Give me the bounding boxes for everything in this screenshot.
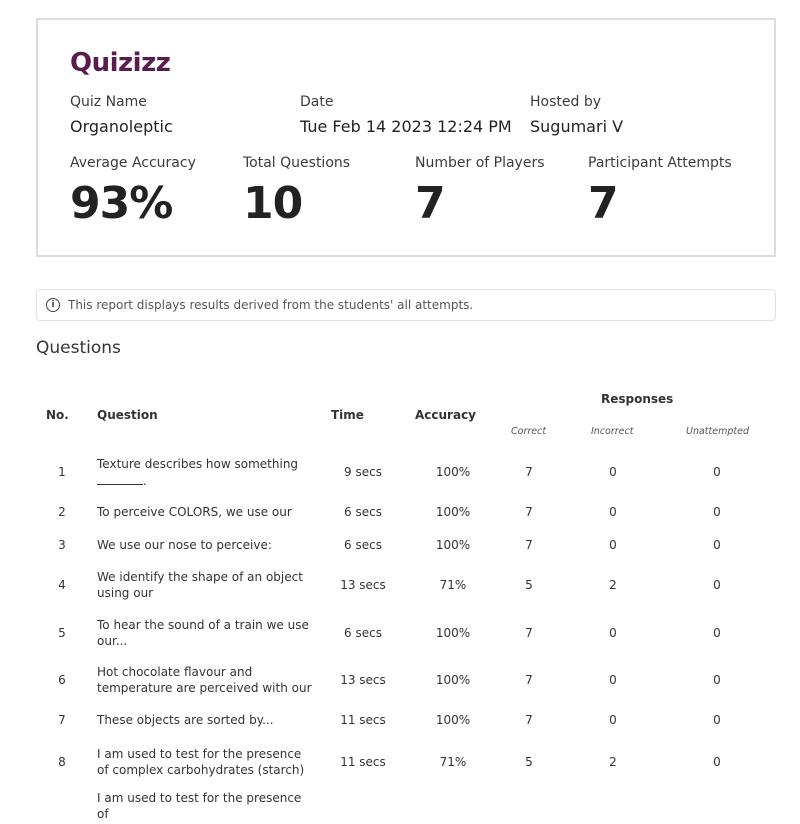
cell-unattempted [676,615,758,651]
col-header-unattempted: Unattempted [686,426,749,437]
accuracy-text: 100% [435,673,471,687]
accuracy-text: 71% [439,578,467,592]
correct-text: 7 [525,713,533,727]
time-text: 9 secs [344,465,382,479]
cell-question [97,707,312,733]
cell-accuracy [412,455,494,489]
cell-incorrect [575,790,651,824]
cell-accuracy [412,532,494,558]
cell-unattempted [676,455,758,489]
cell-accuracy [412,615,494,651]
cell-no [40,790,84,824]
cell-question [97,744,312,780]
col-header-responses: Responses [601,392,674,406]
correct-text: 5 [525,755,533,769]
cell-time [320,790,406,824]
no-text: 4 [58,578,66,592]
incorrect-text: 0 [609,713,617,727]
unattempted-text: 0 [713,755,721,769]
cell-time [320,499,406,525]
quizizz-logo: Quizizz [70,48,171,78]
incorrect-text: 0 [609,505,617,519]
cell-no [40,499,84,525]
accuracy-text: 100% [435,465,471,479]
cell-no [40,707,84,733]
cell-no [40,567,84,603]
unattempted-text: 0 [713,538,721,552]
question-text: These objects are sorted by... [97,713,274,727]
cell-unattempted [676,499,758,525]
unattempted-text: 0 [713,626,721,640]
question-text: To perceive COLORS, we use our [97,505,292,519]
average-accuracy-label: Average Accuracy [70,155,196,171]
table-row [0,707,800,733]
time-text: 6 secs [344,538,382,552]
table-row [0,662,800,698]
average-accuracy-value: 93% [70,178,173,229]
accuracy-text: 100% [435,713,471,727]
cell-correct [500,790,558,824]
cell-accuracy [412,662,494,698]
hosted-by-value: Sugumari V [530,117,624,136]
table-row [0,615,800,651]
cell-accuracy [412,707,494,733]
cell-question [97,790,312,824]
quiz-name-value: Organoleptic [70,117,173,136]
quiz-name-label: Quiz Name [70,94,147,110]
info-text: This report displays results derived from the students' all attempts. [68,298,474,312]
time-text: 11 secs [340,713,386,727]
cell-no [40,615,84,651]
cell-unattempted [676,662,758,698]
question-text: To hear the sound of a train we use our... [97,618,309,648]
table-row [0,499,800,525]
time-text: 6 secs [344,505,382,519]
cell-unattempted [676,532,758,558]
date-value: Tue Feb 14 2023 12:24 PM [300,117,512,136]
cell-question [97,455,312,489]
cell-unattempted [676,790,758,824]
no-text: 5 [58,626,66,640]
cell-correct [500,662,558,698]
cell-correct [500,567,558,603]
cell-question [97,499,312,525]
cell-incorrect [575,744,651,780]
participant-attempts-value: 7 [588,178,618,229]
cell-no [40,532,84,558]
number-of-players-label: Number of Players [415,155,545,171]
question-text: We identify the shape of an object using our [97,570,303,600]
cell-correct [500,744,558,780]
table-row [0,744,800,780]
blank-line [97,472,143,485]
cell-unattempted [676,744,758,780]
table-row [0,532,800,558]
col-header-incorrect: Incorrect [591,426,634,437]
cell-no [40,455,84,489]
question-text: I am used to test for the presence of complex carbohydrates (starch) [97,747,305,777]
unattempted-text: 0 [713,673,721,687]
cell-accuracy [412,567,494,603]
time-text: 6 secs [344,626,382,640]
cell-time [320,707,406,733]
incorrect-text: 2 [609,755,617,769]
cell-time [320,615,406,651]
cell-accuracy [412,499,494,525]
table-row [0,567,800,603]
col-header-time: Time [331,408,364,422]
cell-correct [500,532,558,558]
cell-incorrect [575,615,651,651]
question-text: Hot chocolate flavour and temperature are perceived with our [97,665,312,695]
cell-question [97,567,312,603]
question-text: We use our nose to perceive: [97,538,272,552]
col-header-accuracy: Accuracy [415,408,477,422]
no-text: 7 [58,713,66,727]
unattempted-text: 0 [713,713,721,727]
correct-text: 7 [525,673,533,687]
unattempted-text: 0 [713,505,721,519]
cell-time [320,455,406,489]
correct-text: 7 [525,626,533,640]
time-text: 13 secs [340,673,386,687]
incorrect-text: 0 [609,538,617,552]
cell-incorrect [575,662,651,698]
cell-question [97,662,312,698]
no-text: 6 [58,673,66,687]
cell-no [40,662,84,698]
date-label: Date [300,94,334,110]
col-header-question: Question [97,408,158,422]
question-text: Texture describes how something . [97,456,299,488]
question-text: I am used to test for the presence of [97,791,302,821]
accuracy-text: 100% [435,626,471,640]
cell-incorrect [575,455,651,489]
cell-correct [500,455,558,489]
participant-attempts-label: Participant Attempts [588,155,732,171]
cell-unattempted [676,707,758,733]
table-row [0,790,800,824]
accuracy-text: 100% [435,505,471,519]
correct-text: 7 [525,505,533,519]
cell-time [320,744,406,780]
incorrect-text: 0 [609,626,617,640]
cell-time [320,532,406,558]
number-of-players-value: 7 [415,178,445,229]
cell-incorrect [575,532,651,558]
total-questions-value: 10 [243,178,303,229]
correct-text: 7 [525,465,533,479]
cell-correct [500,707,558,733]
unattempted-text: 0 [713,465,721,479]
no-text: 8 [58,755,66,769]
correct-text: 5 [525,578,533,592]
cell-question [97,615,312,651]
cell-incorrect [575,707,651,733]
table-row [0,455,800,489]
cell-incorrect [575,499,651,525]
incorrect-text: 2 [609,578,617,592]
cell-correct [500,615,558,651]
no-text: 3 [58,538,66,552]
col-header-no: No. [46,408,69,422]
quiz-summary-card [36,18,776,257]
correct-text: 7 [525,538,533,552]
cell-accuracy [412,790,494,824]
incorrect-text: 0 [609,673,617,687]
cell-time [320,662,406,698]
cell-correct [500,499,558,525]
hosted-by-label: Hosted by [530,94,601,110]
cell-question [97,532,312,558]
accuracy-text: 100% [435,538,471,552]
info-banner [36,289,776,321]
cell-accuracy [412,744,494,780]
incorrect-text: 0 [609,465,617,479]
time-text: 13 secs [340,578,386,592]
accuracy-text: 71% [439,755,467,769]
cell-no [40,744,84,780]
no-text: 2 [58,505,66,519]
cell-incorrect [575,567,651,603]
col-header-correct: Correct [511,426,547,437]
questions-section-title: Questions [36,338,121,358]
total-questions-label: Total Questions [243,155,351,171]
unattempted-text: 0 [713,578,721,592]
info-icon: i [46,298,60,312]
time-text: 11 secs [340,755,386,769]
no-text: 1 [58,465,66,479]
cell-unattempted [676,567,758,603]
cell-time [320,567,406,603]
